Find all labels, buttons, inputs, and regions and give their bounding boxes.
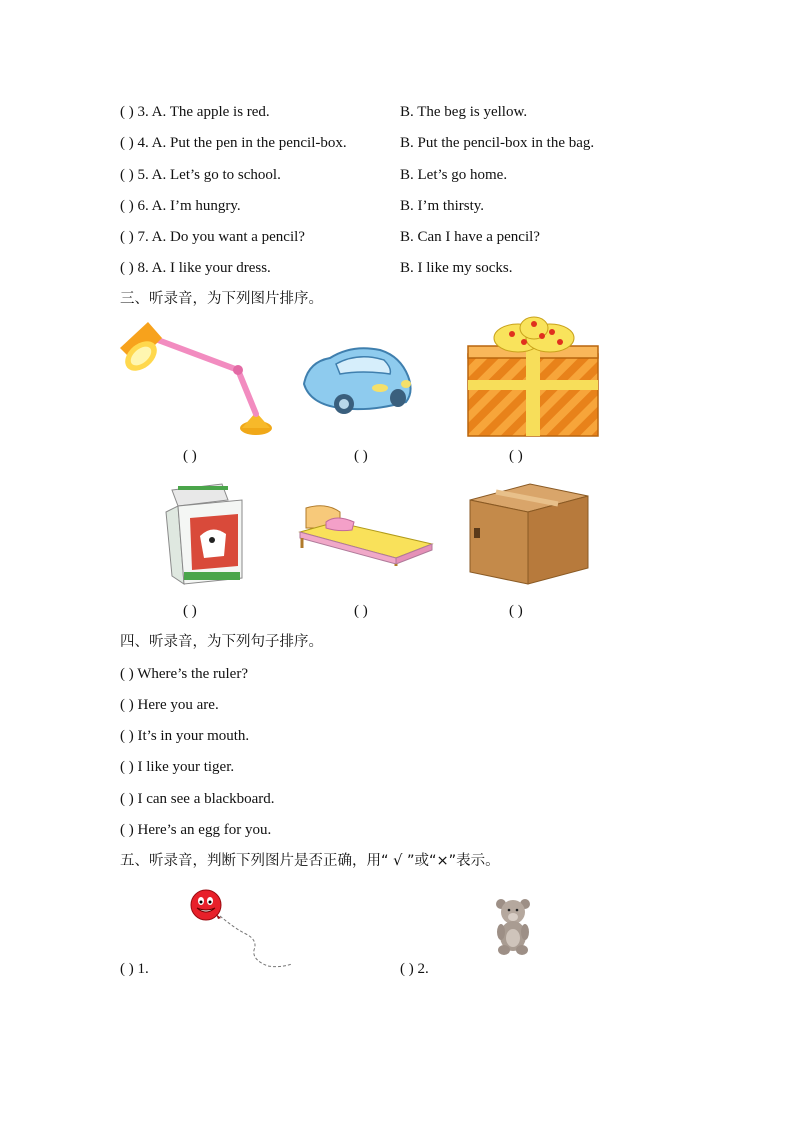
judge-item-1: ( ) 1.: [120, 961, 149, 977]
section-3-title: 三、听录音，为下列图片排序。: [120, 291, 323, 307]
bed-picture: [296, 502, 436, 566]
teddy-bear-picture: [493, 896, 533, 956]
sentence-4: ( ) I like your tiger.: [120, 759, 235, 775]
item-5-b: B. Let’s go home.: [400, 167, 508, 183]
item-7-a: ( ) 7. A. Do you want a pencil?: [120, 229, 305, 245]
item-8-b: B. I like my socks.: [400, 260, 513, 276]
sentence-6: ( ) Here’s an egg for you.: [120, 822, 272, 838]
balloon-picture: [188, 888, 294, 970]
item-4-b: B. Put the pencil-box in the bag.: [400, 135, 595, 151]
answer-blank-lamp: ( ): [183, 448, 197, 464]
cardboard-box-picture: [466, 482, 590, 586]
answer-blank-car: ( ): [354, 448, 368, 464]
section-4-title: 四、听录音，为下列句子排序。: [120, 634, 323, 650]
item-3-a: ( ) 3. A. The apple is red.: [120, 104, 270, 120]
answer-blank-bed: ( ): [354, 603, 368, 619]
item-6-a: ( ) 6. A. I’m hungry.: [120, 198, 241, 214]
item-5-a: ( ) 5. A. Let’s go to school.: [120, 167, 281, 183]
sentence-2: ( ) Here you are.: [120, 697, 219, 713]
gift-box-picture: [462, 316, 604, 440]
section-5-title: 五、听录音，判断下列图片是否正确，用“ √ ”或“×”表示。: [120, 853, 500, 869]
item-8-a: ( ) 8. A. I like your dress.: [120, 260, 271, 276]
milk-carton-picture: [162, 482, 250, 586]
sentence-1: ( ) Where’s the ruler?: [120, 666, 248, 682]
answer-blank-box: ( ): [509, 603, 523, 619]
lamp-picture: [118, 318, 278, 440]
sentence-5: ( ) I can see a blackboard.: [120, 791, 275, 807]
item-4-a: ( ) 4. A. Put the pen in the pencil-box.: [120, 135, 347, 151]
answer-blank-milk: ( ): [183, 603, 197, 619]
answer-blank-gift: ( ): [509, 448, 523, 464]
item-6-b: B. I’m thirsty.: [400, 198, 485, 214]
judge-item-2: ( ) 2.: [400, 961, 429, 977]
car-picture: [300, 340, 415, 418]
sentence-3: ( ) It’s in your mouth.: [120, 728, 250, 744]
item-7-b: B. Can I have a pencil?: [400, 229, 540, 245]
item-3-b: B. The beg is yellow.: [400, 104, 528, 120]
